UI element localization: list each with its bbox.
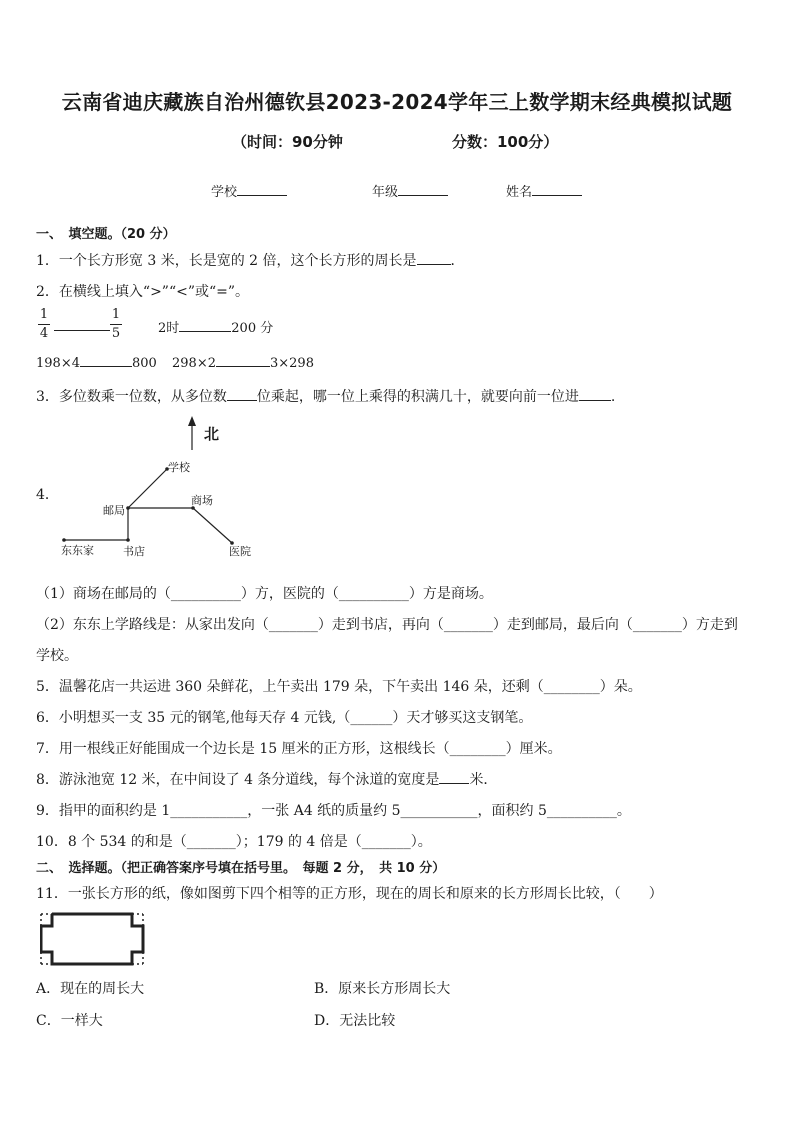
question-4-part-1: （1）商场在邮局的（__________）方，医院的（__________）方是商场。 <box>36 586 493 602</box>
hospital-label-map: 医院 <box>229 545 251 558</box>
post-label-map: 邮局 <box>103 504 125 517</box>
page-title: 云南省迪庆藏族自治州德钦县2023-2024学年三上数学期末经典模拟试题 <box>61 90 733 114</box>
score-label: 分数：100分） <box>452 133 559 151</box>
question-4-part-2-cont: 学校。 <box>36 648 78 664</box>
question-8: 8．游泳池宽 12 米，在中间设了 4 条分道线，每个泳道的宽度是 米． <box>36 772 498 788</box>
compare-298x2: 298×2 3×298 <box>172 353 314 371</box>
post-point <box>126 506 130 510</box>
cut-paper-figure <box>40 912 146 970</box>
question-5: 5．温馨花店一共运进 360 朵鲜花，上午卖出 179 朵，下午卖出 146 朵，还剩（________）朵。 <box>36 679 642 695</box>
question-10: 10．8 个 534 的和是（_______）；179 的 4 倍是（_______）。 <box>36 834 432 850</box>
section-one-heading: 一、 填空题。（20 分） <box>36 227 176 242</box>
question-4-part-2: （2）东东上学路线是：从家出发向（_______）走到书店，再向（_______）走到邮局，最后向（_______）方走到 <box>36 617 738 633</box>
question-9: 9．指甲的面积约是 1___________，一张 A4 纸的质量约 5___________，面积约 5__________。 <box>36 803 631 819</box>
school-label: 学校 <box>211 185 238 200</box>
home-label-map: 东东家 <box>61 544 94 557</box>
name-label: 姓名 <box>506 185 533 200</box>
question-11: 11．一张长方形的纸，像如图剪下四个相等的正方形，现在的周长和原来的长方形周长比较，（ ） <box>36 886 663 902</box>
question-2: 2．在横线上填入“>”“<”或“=”。 <box>36 284 250 300</box>
grade-label: 年级 <box>372 185 399 200</box>
school-label-map: 学校 <box>168 461 190 474</box>
north-arrow-head <box>188 416 196 426</box>
section-two-heading: 二、 选择题。（把正确答案序号填在括号里。 每题 2 分， 共 10 分） <box>36 861 446 876</box>
compare-198x4: 198×4 800 <box>36 353 157 371</box>
mall-label-map: 商场 <box>191 494 213 507</box>
north-label: 北 <box>204 425 220 443</box>
question-7: 7．用一根线正好能围成一个边长是 15 厘米的正方形，这根线长（________）厘米。 <box>36 741 562 757</box>
question-4-number: 4． <box>36 487 59 503</box>
cut-outline <box>41 914 143 964</box>
bookstore-label-map: 书店 <box>123 545 145 558</box>
option-a[interactable]: A．现在的周长大 <box>36 981 145 997</box>
option-c[interactable]: C．一样大 <box>36 1013 103 1029</box>
question-6: 6．小明想买一支 35 元的钢笔,他每天存 4 元钱,（______）天才够买这支钢笔。 <box>36 710 533 726</box>
option-b[interactable]: B．原来长方形周长大 <box>314 981 451 997</box>
road-mall-hospital <box>193 508 232 543</box>
question-1: 1．一个长方形宽 3 米，长是宽的 2 倍，这个长方形的周长是 ． <box>36 253 465 269</box>
bookstore-point <box>126 538 130 542</box>
fraction-one-fifth: 1 5 <box>111 307 121 341</box>
road-post-school <box>128 469 167 508</box>
option-d[interactable]: D．无法比较 <box>314 1013 396 1029</box>
question-3: 3．多位数乘一位数，从多位数 位乘起，哪一位上乘得的积满几十，就要向前一位进 . <box>36 389 616 405</box>
compare-hours-minutes: 2时 200 分 <box>158 317 273 336</box>
fraction-one-quarter: 1 4 <box>39 307 49 341</box>
time-label: （时间：90分钟 <box>232 133 343 151</box>
